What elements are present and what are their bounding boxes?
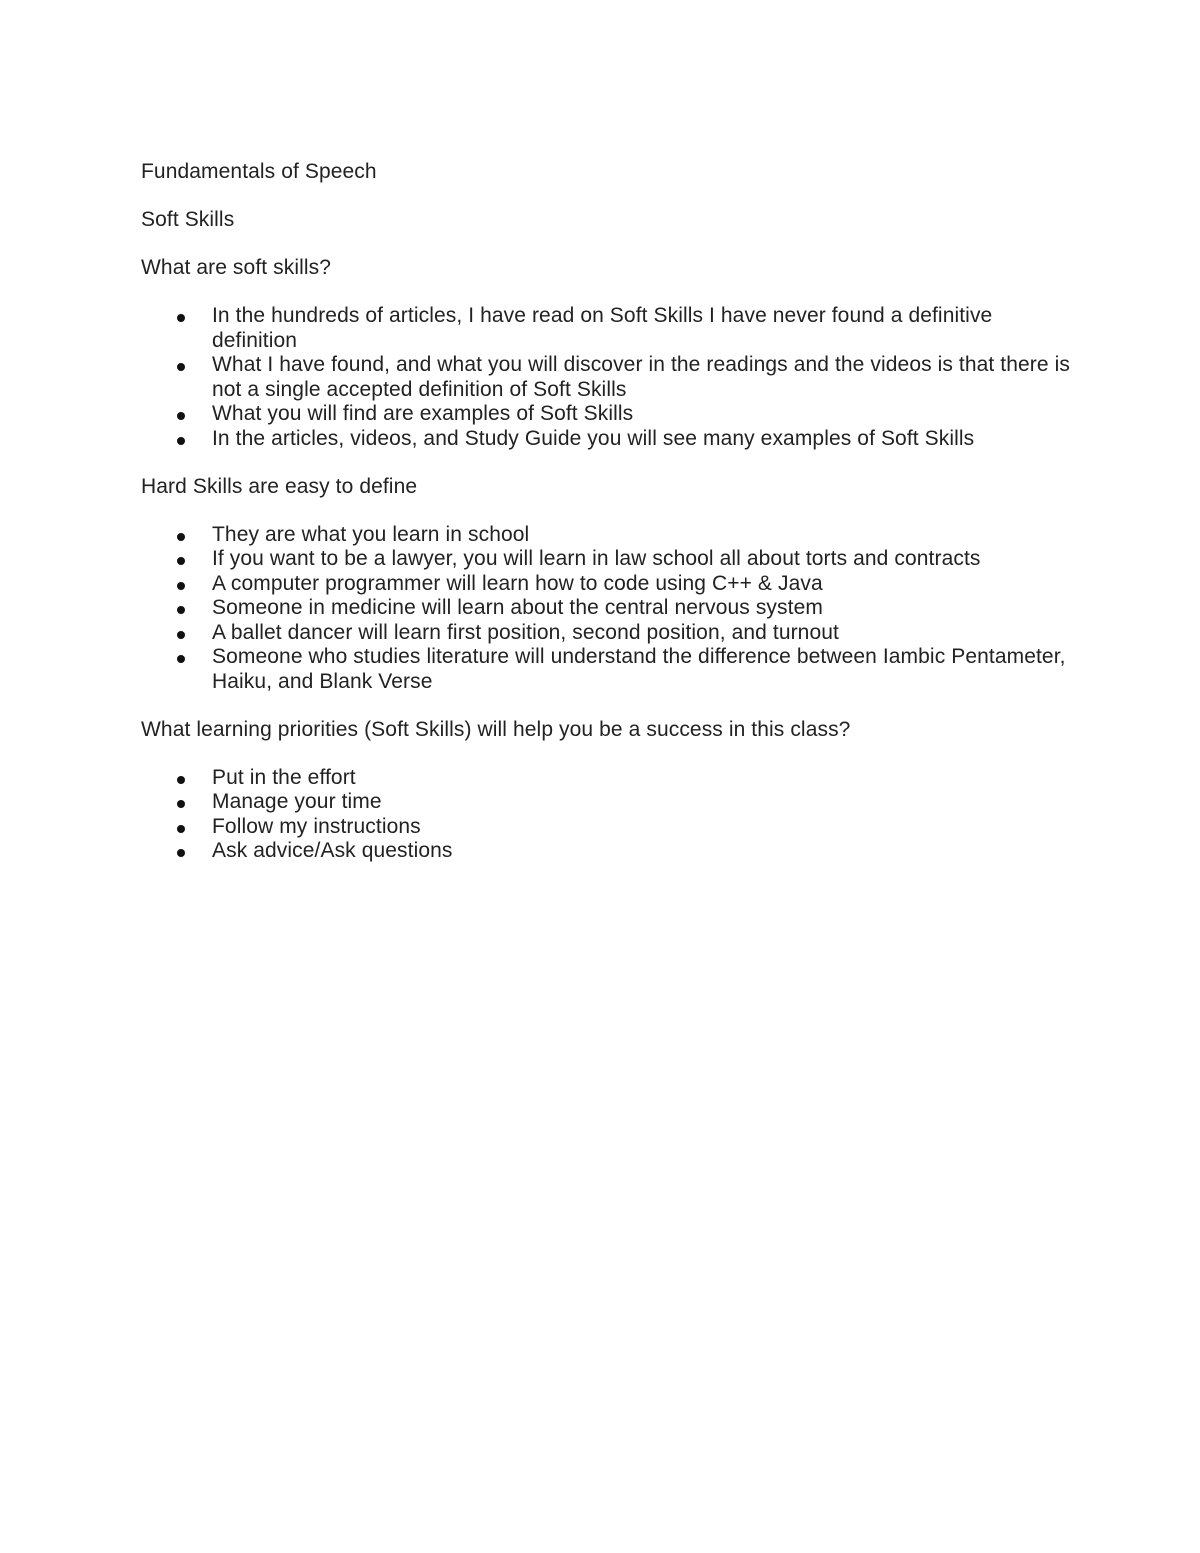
bullet-icon bbox=[177, 437, 185, 445]
list-item-text: Someone in medicine will learn about the central nervous system bbox=[212, 596, 823, 619]
list-item bbox=[141, 572, 1081, 597]
list-item-text: In the hundreds of articles, I have read on Soft Skills I have never found a definitive definition bbox=[212, 304, 993, 352]
list-item-text: A ballet dancer will learn first position, second position, and turnout bbox=[212, 620, 839, 644]
list-item bbox=[141, 523, 1081, 548]
list-item-text: In the articles, videos, and Study Guide you will see many examples of Soft Skills bbox=[212, 426, 975, 450]
list-item bbox=[141, 427, 1081, 452]
list-item-text: Ask advice/Ask questions bbox=[212, 839, 453, 862]
list-item-text: Follow my instructions bbox=[212, 814, 421, 838]
bullet-icon bbox=[177, 655, 185, 663]
bullet-icon bbox=[177, 557, 185, 565]
list-item bbox=[141, 596, 1081, 621]
list-item bbox=[141, 815, 1081, 840]
bullet-icon bbox=[177, 606, 185, 614]
bullet-list bbox=[141, 304, 1081, 451]
bullet-icon bbox=[177, 412, 185, 420]
list-item bbox=[141, 402, 1081, 427]
list-item-text: What you will find are examples of Soft Skills bbox=[212, 402, 634, 425]
list-item-text: What I have found, and what you will discover in the readings and the videos is that there is not a single accepted definition of Soft Skills bbox=[212, 353, 1070, 401]
list-item bbox=[141, 304, 1081, 353]
list-item bbox=[141, 353, 1081, 402]
list-item-text: If you want to be a lawyer, you will learn in law school all about torts and contracts bbox=[212, 547, 981, 570]
list-item bbox=[141, 621, 1081, 646]
bullet-list bbox=[141, 523, 1081, 695]
document-body bbox=[141, 160, 1081, 887]
document-subtitle: Soft Skills bbox=[141, 208, 235, 231]
list-item-text: They are what you learn in school bbox=[212, 522, 530, 546]
section-heading: What are soft skills? bbox=[141, 256, 331, 279]
list-item-text: Put in the effort bbox=[212, 765, 356, 789]
bullet-icon bbox=[177, 825, 185, 833]
bullet-icon bbox=[177, 849, 185, 857]
list-item-text: Someone who studies literature will understand the difference between Iambic Pentameter, Haiku, and Blank Verse bbox=[212, 645, 1066, 693]
list-item bbox=[141, 766, 1081, 791]
bullet-icon bbox=[177, 631, 185, 639]
list-item bbox=[141, 547, 1081, 572]
section-heading: Hard Skills are easy to define bbox=[141, 474, 418, 498]
bullet-icon bbox=[177, 314, 185, 322]
bullet-icon bbox=[177, 582, 185, 590]
bullet-icon bbox=[177, 533, 185, 541]
bullet-icon bbox=[177, 363, 185, 371]
list-item bbox=[141, 790, 1081, 815]
bullet-list bbox=[141, 766, 1081, 864]
bullet-icon bbox=[177, 776, 185, 784]
list-item bbox=[141, 645, 1081, 694]
list-item bbox=[141, 839, 1081, 864]
list-item-text: A computer programmer will learn how to code using C++ & Java bbox=[212, 571, 823, 595]
bullet-icon bbox=[177, 800, 185, 808]
section-heading: What learning priorities (Soft Skills) will help you be a success in this class? bbox=[141, 717, 851, 741]
document-title: Fundamentals of Speech bbox=[141, 160, 377, 183]
list-item-text: Manage your time bbox=[212, 790, 382, 813]
